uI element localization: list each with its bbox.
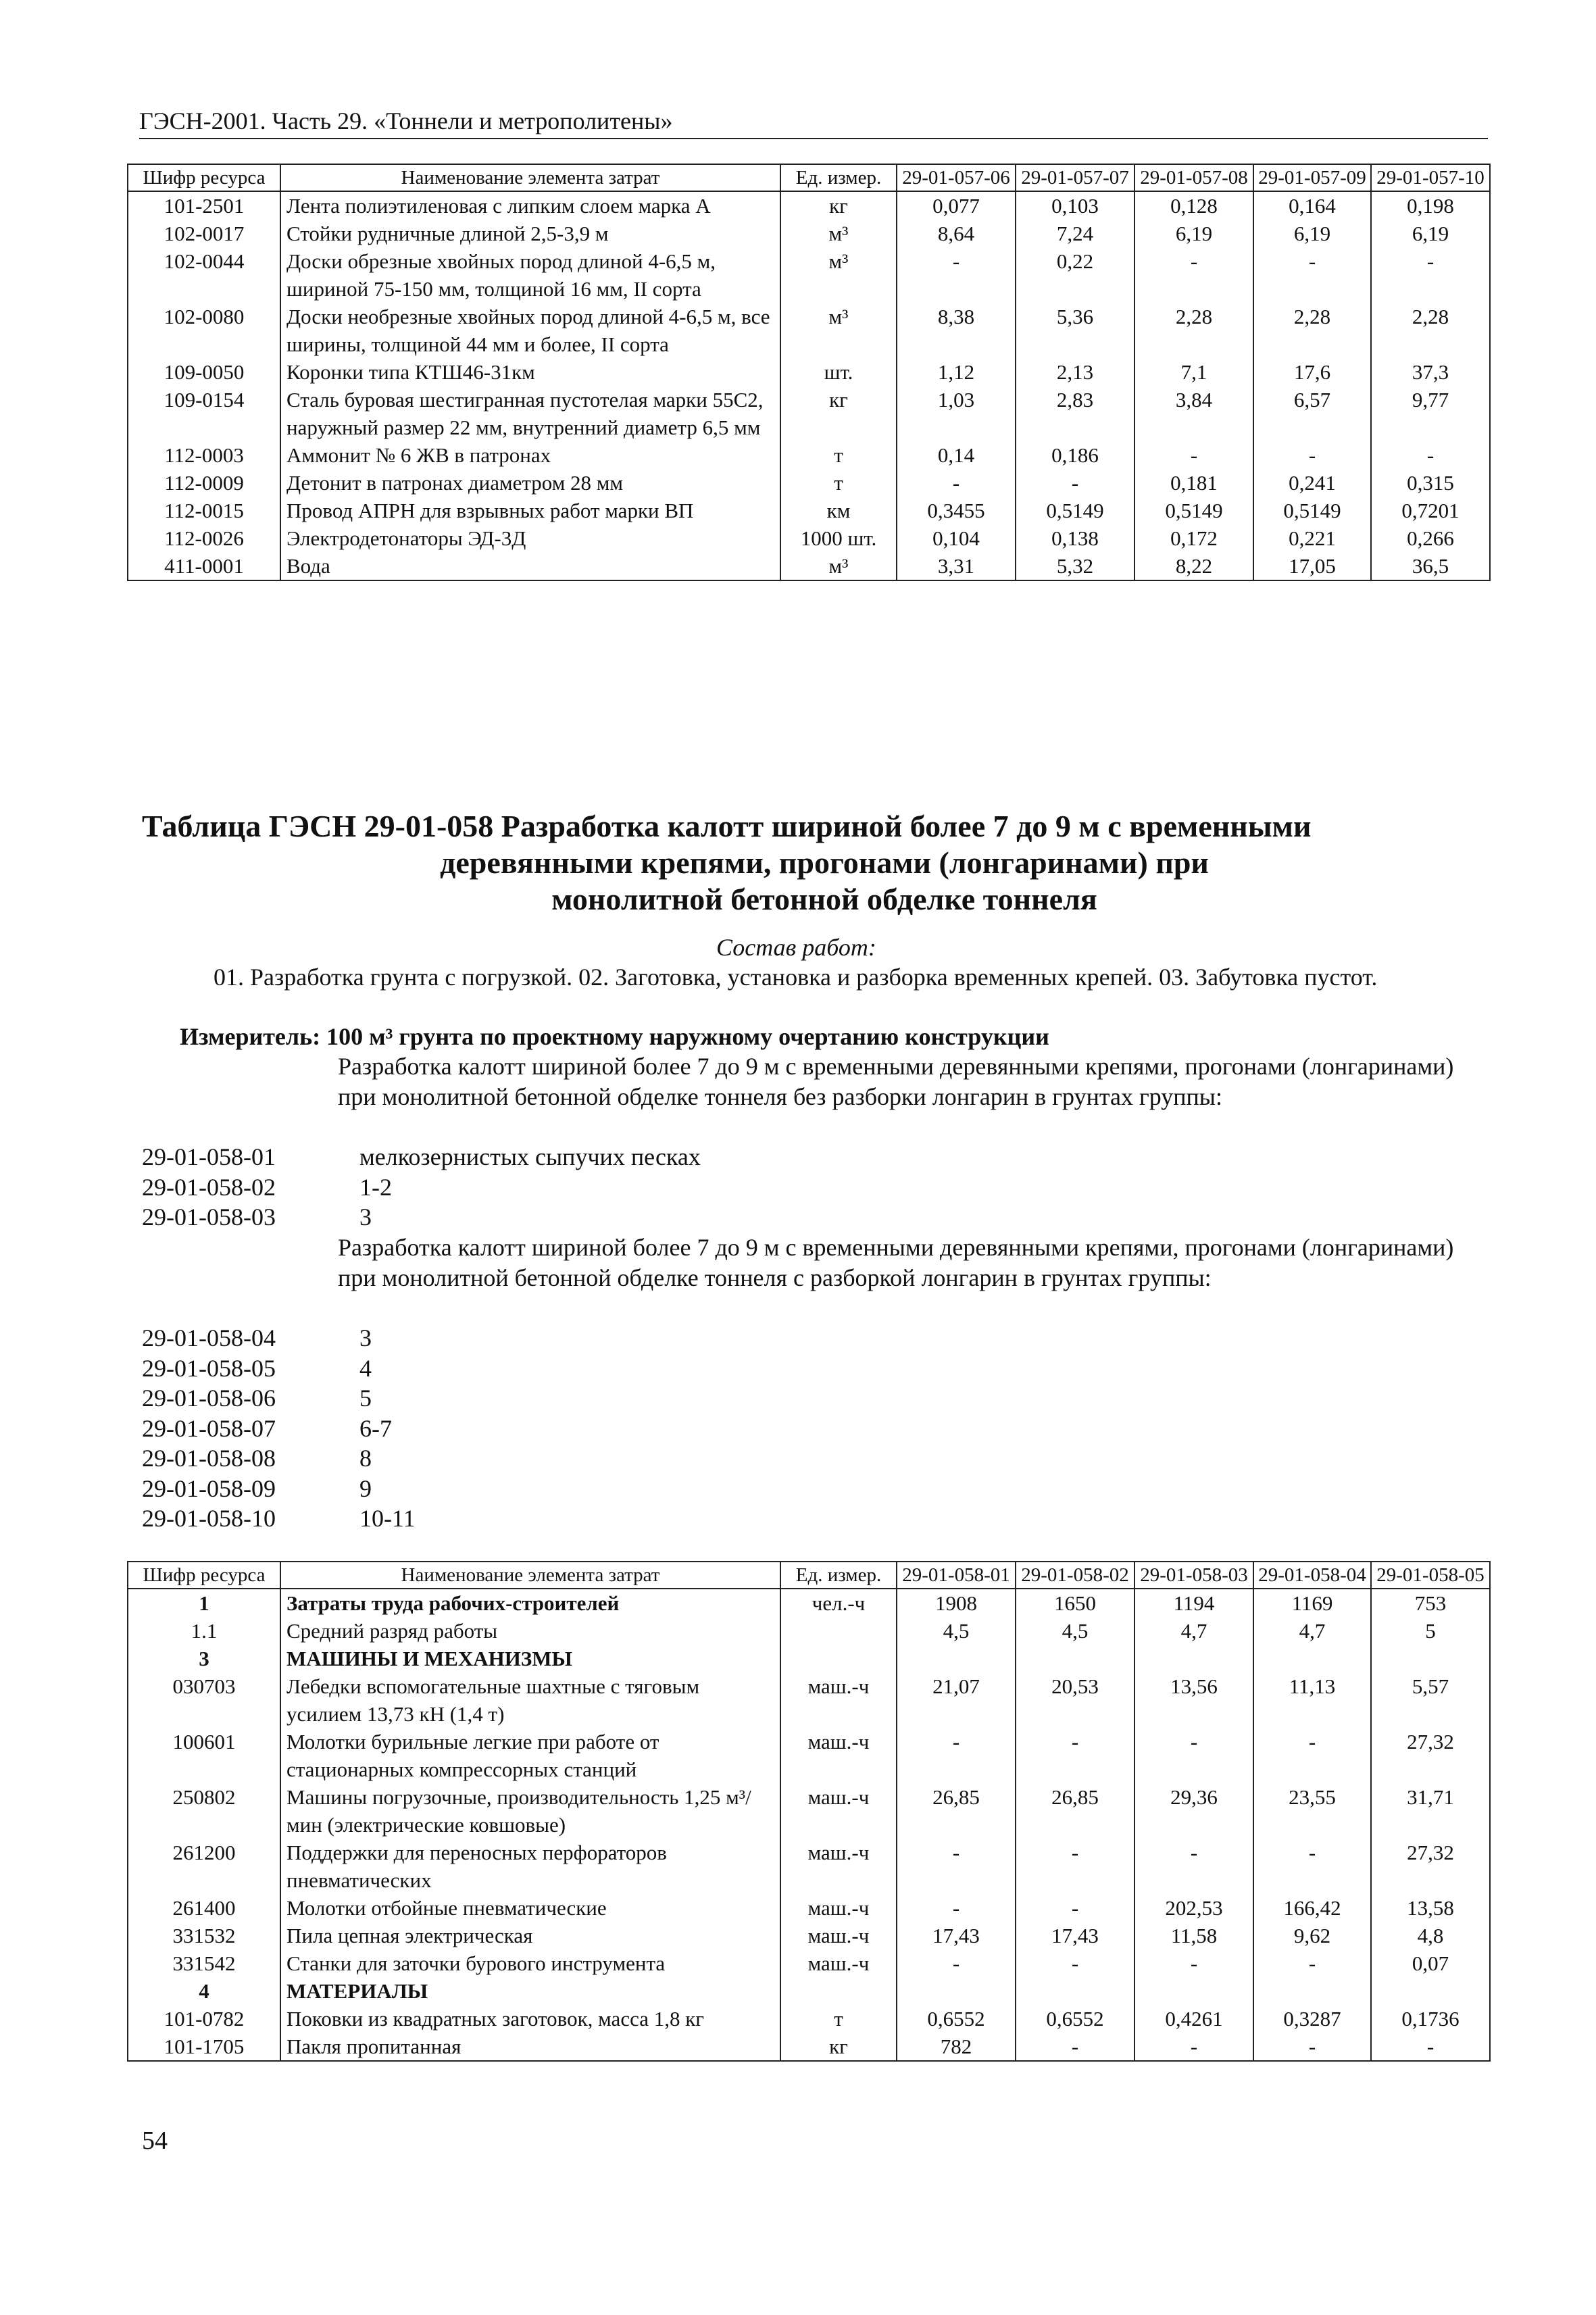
value-cell: 6,57 (1253, 386, 1371, 441)
norm-code: 29-01-058-06 (142, 1385, 276, 1412)
table-row (128, 1783, 1490, 1839)
value-cell: - (897, 1839, 1016, 1894)
value-cell: 5,57 (1371, 1672, 1490, 1728)
resource-name-cell: Затраты труда рабочих-строителей (280, 1589, 780, 1617)
col-value-header: 29-01-058-04 (1253, 1562, 1371, 1589)
value-cell: - (897, 247, 1016, 303)
unit-cell: маш.-ч (780, 1949, 897, 1977)
value-cell: - (1253, 441, 1371, 469)
norm-code: 29-01-058-05 (142, 1354, 276, 1382)
value-cell: - (1016, 1894, 1134, 1922)
unit-cell: км (780, 497, 897, 524)
resource-name-cell: Машины погрузочные, производительность 1,25 м³/мин (электрические ковшовые) (280, 1783, 780, 1839)
value-cell: 5 (1371, 1617, 1490, 1645)
value-cell: 0,5149 (1134, 497, 1253, 524)
value-cell: 7,1 (1134, 358, 1253, 386)
soil-group: 3 (359, 1324, 372, 1351)
value-cell (897, 1645, 1016, 1672)
col-name-header: Наименование элемента затрат (280, 1562, 780, 1589)
value-cell: 0,104 (897, 524, 1016, 552)
resource-code-cell: 101-1705 (128, 2033, 280, 2061)
table-row (128, 552, 1490, 580)
table-row (128, 358, 1490, 386)
group2-description: Разработка калотт шириной более 7 до 9 м с временными деревянными крепями, прогонами (лонгаринами) при монолитной бетонной обделке тоннеля с разборкой лонгарин в грунтах группы: (338, 1234, 1454, 1291)
unit-cell: чел.-ч (780, 1589, 897, 1617)
value-cell: - (1134, 2033, 1253, 2061)
value-cell: 0,5149 (1016, 497, 1134, 524)
resource-name-cell: Поддержки для переносных перфораторов пневматических (280, 1839, 780, 1894)
value-cell: 26,85 (1016, 1783, 1134, 1839)
value-cell: 8,64 (897, 220, 1016, 247)
value-cell: 4,7 (1134, 1617, 1253, 1645)
resource-name-cell: Доски обрезные хвойных пород длиной 4-6,5 м, шириной 75-150 мм, толщиной 16 мм, II сорта (280, 247, 780, 303)
unit-cell (780, 1977, 897, 2005)
table-row (128, 2005, 1490, 2033)
value-cell: 8,38 (897, 303, 1016, 358)
resource-name-cell: МАТЕРИАЛЫ (280, 1977, 780, 2005)
resource-code-cell: 100601 (128, 1728, 280, 1783)
unit-cell: маш.-ч (780, 1672, 897, 1728)
group1-description: Разработка калотт шириной более 7 до 9 м с временными деревянными крепями, прогонами (лонгаринами) при монолитной бетонной обделке тоннеля без разборки лонгарин в грунтах группы: (338, 1053, 1454, 1110)
value-cell: 0,198 (1371, 191, 1490, 220)
col-unit-header: Ед. измер. (780, 164, 897, 191)
soil-group: 3 (359, 1203, 372, 1230)
value-cell: 0,221 (1253, 524, 1371, 552)
value-cell: 8,22 (1134, 552, 1253, 580)
table-row (128, 220, 1490, 247)
value-cell: 0,128 (1134, 191, 1253, 220)
value-cell: 0,6552 (1016, 2005, 1134, 2033)
value-cell: 27,32 (1371, 1728, 1490, 1783)
value-cell (1016, 1645, 1134, 1672)
value-cell: 0,14 (897, 441, 1016, 469)
unit-cell: кг (780, 386, 897, 441)
value-cell (1371, 1645, 1490, 1672)
resource-name-cell: Поковки из квадратных заготовок, масса 1,8 кг (280, 2005, 780, 2033)
col-value-header: 29-01-058-03 (1134, 1562, 1253, 1589)
value-cell: 2,83 (1016, 386, 1134, 441)
value-cell: 1908 (897, 1589, 1016, 1617)
value-cell: - (1371, 441, 1490, 469)
code-list-item (142, 1503, 416, 1534)
value-cell: - (1371, 247, 1490, 303)
value-cell: 4,5 (897, 1617, 1016, 1645)
resource-code-cell: 411-0001 (128, 552, 280, 580)
value-cell: 13,58 (1371, 1894, 1490, 1922)
resource-name-cell: Электродетонаторы ЭД-3Д (280, 524, 780, 552)
table-row (128, 1589, 1490, 1617)
resource-name-cell: Станки для заточки бурового инструмента (280, 1949, 780, 1977)
resource-name-cell: Средний разряд работы (280, 1617, 780, 1645)
col-unit-header: Ед. измер. (780, 1562, 897, 1589)
table-row (128, 1839, 1490, 1894)
value-cell: 0,103 (1016, 191, 1134, 220)
value-cell: 17,43 (897, 1922, 1016, 1949)
resource-name-cell: Молотки отбойные пневматические (280, 1894, 780, 1922)
resource-code-cell: 102-0017 (128, 220, 280, 247)
value-cell: 0,1736 (1371, 2005, 1490, 2033)
value-cell (1371, 1977, 1490, 2005)
value-cell: 4,8 (1371, 1922, 1490, 1949)
resource-name-cell: Стойки рудничные длиной 2,5-3,9 м (280, 220, 780, 247)
col-value-header: 29-01-058-02 (1016, 1562, 1134, 1589)
value-cell: - (897, 1894, 1016, 1922)
value-cell: - (1016, 469, 1134, 497)
value-cell: 1,03 (897, 386, 1016, 441)
table-row (128, 1617, 1490, 1645)
value-cell: - (1016, 1949, 1134, 1977)
norm-code: 29-01-058-09 (142, 1474, 276, 1502)
unit-cell (780, 1617, 897, 1645)
value-cell (1253, 1645, 1371, 1672)
resource-name-cell: Пила цепная электрическая (280, 1922, 780, 1949)
value-cell: - (897, 1949, 1016, 1977)
resource-code-cell: 250802 (128, 1783, 280, 1839)
value-cell: 9,62 (1253, 1922, 1371, 1949)
unit-cell: т (780, 2005, 897, 2033)
value-cell: 23,55 (1253, 1783, 1371, 1839)
table-row (128, 1728, 1490, 1783)
table-header-row (128, 1562, 1490, 1589)
value-cell: 0,5149 (1253, 497, 1371, 524)
table-row (128, 497, 1490, 524)
value-cell: - (897, 469, 1016, 497)
value-cell: 4,5 (1016, 1617, 1134, 1645)
value-cell: 21,07 (897, 1672, 1016, 1728)
table-row (128, 1645, 1490, 1672)
value-cell: 0,138 (1016, 524, 1134, 552)
table-row (128, 1672, 1490, 1728)
col-value-header: 29-01-057-10 (1371, 164, 1490, 191)
resource-code-cell: 261200 (128, 1839, 280, 1894)
value-cell: 6,19 (1134, 220, 1253, 247)
resource-name-cell: МАШИНЫ И МЕХАНИЗМЫ (280, 1645, 780, 1672)
value-cell: 1194 (1134, 1589, 1253, 1617)
unit-cell: м³ (780, 552, 897, 580)
value-cell: 5,36 (1016, 303, 1134, 358)
resource-code-cell: 102-0044 (128, 247, 280, 303)
title-line-3: монолитной бетонной обделке тоннеля (551, 882, 1097, 916)
value-cell: - (1016, 2033, 1134, 2061)
composition-label: Состав работ: (716, 934, 876, 961)
value-cell: 9,77 (1371, 386, 1490, 441)
measure-line: Измеритель: 100 м³ грунта по проектному наружному очертанию конструкции (180, 1023, 1049, 1050)
resource-code-cell: 4 (128, 1977, 280, 2005)
value-cell: 17,05 (1253, 552, 1371, 580)
col-value-header: 29-01-057-06 (897, 164, 1016, 191)
table-row (128, 303, 1490, 358)
section-title (142, 808, 1466, 918)
norm-code: 29-01-058-03 (142, 1203, 276, 1230)
table-row (128, 1922, 1490, 1949)
value-cell: 2,28 (1371, 303, 1490, 358)
value-cell (1253, 1977, 1371, 2005)
col-code-header: Шифр ресурса (128, 164, 280, 191)
unit-cell: т (780, 441, 897, 469)
value-cell: 0,22 (1016, 247, 1134, 303)
code-list-item (142, 1202, 701, 1233)
soil-group: 8 (359, 1445, 372, 1472)
resource-code-cell: 112-0026 (128, 524, 280, 552)
value-cell: 0,164 (1253, 191, 1371, 220)
col-value-header: 29-01-057-09 (1253, 164, 1371, 191)
value-cell: 0,4261 (1134, 2005, 1253, 2033)
value-cell: - (1134, 247, 1253, 303)
value-cell: 2,13 (1016, 358, 1134, 386)
col-code-header: Шифр ресурса (128, 1562, 280, 1589)
unit-cell: м³ (780, 220, 897, 247)
col-value-header: 29-01-058-01 (897, 1562, 1016, 1589)
soil-group: 6-7 (359, 1414, 392, 1442)
code-list-item (142, 1443, 416, 1474)
value-cell: 0,3287 (1253, 2005, 1371, 2033)
composition-text: 01. Разработка грунта с погрузкой. 02. Заготовка, установка и разборка временных крепей. 03. Забутовка пустот. (214, 964, 1378, 991)
resource-code-cell: 1.1 (128, 1617, 280, 1645)
table-row (128, 1894, 1490, 1922)
soil-group: 10-11 (359, 1505, 416, 1532)
value-cell: - (897, 1728, 1016, 1783)
resource-code-cell: 102-0080 (128, 303, 280, 358)
resource-code-cell: 3 (128, 1645, 280, 1672)
code-list-item (142, 1323, 416, 1353)
soil-group: 1-2 (359, 1173, 392, 1201)
value-cell: 17,6 (1253, 358, 1371, 386)
unit-cell: т (780, 469, 897, 497)
soil-group: мелкозернистых сыпучих песках (359, 1143, 701, 1170)
value-cell: 6,19 (1253, 220, 1371, 247)
value-cell: 3,31 (897, 552, 1016, 580)
value-cell: 753 (1371, 1589, 1490, 1617)
table-row (128, 1949, 1490, 1977)
table-row (128, 247, 1490, 303)
value-cell: 0,6552 (897, 2005, 1016, 2033)
resource-code-cell: 112-0015 (128, 497, 280, 524)
resource-code-cell: 112-0003 (128, 441, 280, 469)
value-cell: 29,36 (1134, 1783, 1253, 1839)
value-cell: 36,5 (1371, 552, 1490, 580)
resource-name-cell: Аммонит № 6 ЖВ в патронах (280, 441, 780, 469)
norm-code: 29-01-058-01 (142, 1143, 276, 1170)
table-row (128, 386, 1490, 441)
table-row (128, 191, 1490, 220)
value-cell: 0,241 (1253, 469, 1371, 497)
norm-code: 29-01-058-02 (142, 1173, 276, 1201)
value-cell: 0,7201 (1371, 497, 1490, 524)
soil-group: 4 (359, 1354, 372, 1382)
value-cell: 11,58 (1134, 1922, 1253, 1949)
unit-cell: м³ (780, 303, 897, 358)
unit-cell: маш.-ч (780, 1894, 897, 1922)
resource-table-058 (127, 1561, 1491, 2062)
value-cell: 5,32 (1016, 552, 1134, 580)
unit-cell: м³ (780, 247, 897, 303)
resource-code-cell: 101-0782 (128, 2005, 280, 2033)
resource-name-cell: Доски необрезные хвойных пород длиной 4-6,5 м, все ширины, толщиной 44 мм и более, II сорта (280, 303, 780, 358)
value-cell: 2,28 (1134, 303, 1253, 358)
value-cell: 26,85 (897, 1783, 1016, 1839)
group2-code-list (142, 1323, 416, 1534)
value-cell: 17,43 (1016, 1922, 1134, 1949)
soil-group: 9 (359, 1474, 372, 1502)
col-value-header: 29-01-058-05 (1371, 1562, 1490, 1589)
title-line-1: Таблица ГЭСН 29-01-058 Разработка калотт шириной более 7 до 9 м с временными (142, 809, 1312, 843)
value-cell: 3,84 (1134, 386, 1253, 441)
code-list-item (142, 1383, 416, 1414)
soil-group: 5 (359, 1385, 372, 1412)
value-cell: 782 (897, 2033, 1016, 2061)
norm-code: 29-01-058-04 (142, 1324, 276, 1351)
unit-cell: 1000 шт. (780, 524, 897, 552)
value-cell: 0,3455 (897, 497, 1016, 524)
value-cell: - (1253, 247, 1371, 303)
value-cell: 20,53 (1016, 1672, 1134, 1728)
resource-name-cell: Лента полиэтиленовая с липким слоем марка А (280, 191, 780, 220)
table-row (128, 441, 1490, 469)
value-cell (1134, 1645, 1253, 1672)
table-row (128, 2033, 1490, 2061)
table-row (128, 1977, 1490, 2005)
value-cell: 202,53 (1134, 1894, 1253, 1922)
unit-cell (780, 1645, 897, 1672)
resource-code-cell: 112-0009 (128, 469, 280, 497)
value-cell: 0,315 (1371, 469, 1490, 497)
value-cell: 27,32 (1371, 1839, 1490, 1894)
value-cell: 1169 (1253, 1589, 1371, 1617)
resource-code-cell: 331542 (128, 1949, 280, 1977)
table-row (128, 524, 1490, 552)
value-cell: 0,077 (897, 191, 1016, 220)
value-cell: 1650 (1016, 1589, 1134, 1617)
value-cell: - (1253, 2033, 1371, 2061)
value-cell: - (1134, 1728, 1253, 1783)
unit-cell: шт. (780, 358, 897, 386)
code-list-item (142, 1142, 701, 1172)
value-cell: 0,186 (1016, 441, 1134, 469)
value-cell: 13,56 (1134, 1672, 1253, 1728)
value-cell: 31,71 (1371, 1783, 1490, 1839)
unit-cell: кг (780, 191, 897, 220)
value-cell: - (1371, 2033, 1490, 2061)
value-cell: 0,266 (1371, 524, 1490, 552)
value-cell: 6,19 (1371, 220, 1490, 247)
resource-code-cell: 101-2501 (128, 191, 280, 220)
resource-code-cell: 261400 (128, 1894, 280, 1922)
code-list-item (142, 1474, 416, 1504)
value-cell: - (1134, 1839, 1253, 1894)
col-value-header: 29-01-057-07 (1016, 164, 1134, 191)
resource-name-cell: Сталь буровая шестигранная пустотелая марки 55С2, наружный размер 22 мм, внутренний диаметр 6,5 мм (280, 386, 780, 441)
resource-name-cell: Провод АПРН для взрывных работ марки ВП (280, 497, 780, 524)
page-header: ГЭСН-2001. Часть 29. «Тоннели и метрополитены» (139, 107, 1488, 139)
resource-name-cell: Лебедки вспомогательные шахтные с тяговым усилием 13,73 кН (1,4 т) (280, 1672, 780, 1728)
value-cell (1016, 1977, 1134, 2005)
resource-code-cell: 109-0154 (128, 386, 280, 441)
resource-table-057 (127, 164, 1491, 581)
resource-code-cell: 1 (128, 1589, 280, 1617)
norm-code: 29-01-058-07 (142, 1414, 276, 1442)
value-cell: - (1016, 1839, 1134, 1894)
table-header-row (128, 164, 1490, 191)
code-list-item (142, 1414, 416, 1444)
value-cell: 2,28 (1253, 303, 1371, 358)
resource-name-cell: Молотки бурильные легкие при работе от стационарных компрессорных станций (280, 1728, 780, 1783)
value-cell: - (1134, 1949, 1253, 1977)
value-cell: - (1134, 441, 1253, 469)
unit-cell: маш.-ч (780, 1922, 897, 1949)
norm-code: 29-01-058-10 (142, 1505, 276, 1532)
resource-name-cell: Детонит в патронах диаметром 28 мм (280, 469, 780, 497)
value-cell: - (1253, 1728, 1371, 1783)
col-value-header: 29-01-057-08 (1134, 164, 1253, 191)
code-list-item (142, 1172, 701, 1203)
value-cell: - (1253, 1839, 1371, 1894)
value-cell: 0,07 (1371, 1949, 1490, 1977)
norm-code: 29-01-058-08 (142, 1445, 276, 1472)
value-cell: 0,172 (1134, 524, 1253, 552)
value-cell: - (1253, 1949, 1371, 1977)
value-cell: 37,3 (1371, 358, 1490, 386)
value-cell: 166,42 (1253, 1894, 1371, 1922)
code-list-item (142, 1353, 416, 1384)
group1-code-list (142, 1142, 701, 1233)
resource-code-cell: 109-0050 (128, 358, 280, 386)
title-line-2: деревянными крепями, прогонами (лонгаринами) при (440, 845, 1209, 880)
value-cell: 7,24 (1016, 220, 1134, 247)
unit-cell: маш.-ч (780, 1783, 897, 1839)
value-cell: 1,12 (897, 358, 1016, 386)
col-name-header: Наименование элемента затрат (280, 164, 780, 191)
resource-name-cell: Пакля пропитанная (280, 2033, 780, 2061)
unit-cell: маш.-ч (780, 1728, 897, 1783)
value-cell (1134, 1977, 1253, 2005)
resource-code-cell: 030703 (128, 1672, 280, 1728)
table-row (128, 469, 1490, 497)
value-cell: - (1016, 1728, 1134, 1783)
resource-name-cell: Коронки типа КТШ46-31км (280, 358, 780, 386)
value-cell (897, 1977, 1016, 2005)
value-cell: 4,7 (1253, 1617, 1371, 1645)
resource-name-cell: Вода (280, 552, 780, 580)
value-cell: 11,13 (1253, 1672, 1371, 1728)
page-number: 54 (142, 2126, 168, 2155)
value-cell: 0,181 (1134, 469, 1253, 497)
resource-code-cell: 331532 (128, 1922, 280, 1949)
unit-cell: маш.-ч (780, 1839, 897, 1894)
unit-cell: кг (780, 2033, 897, 2061)
